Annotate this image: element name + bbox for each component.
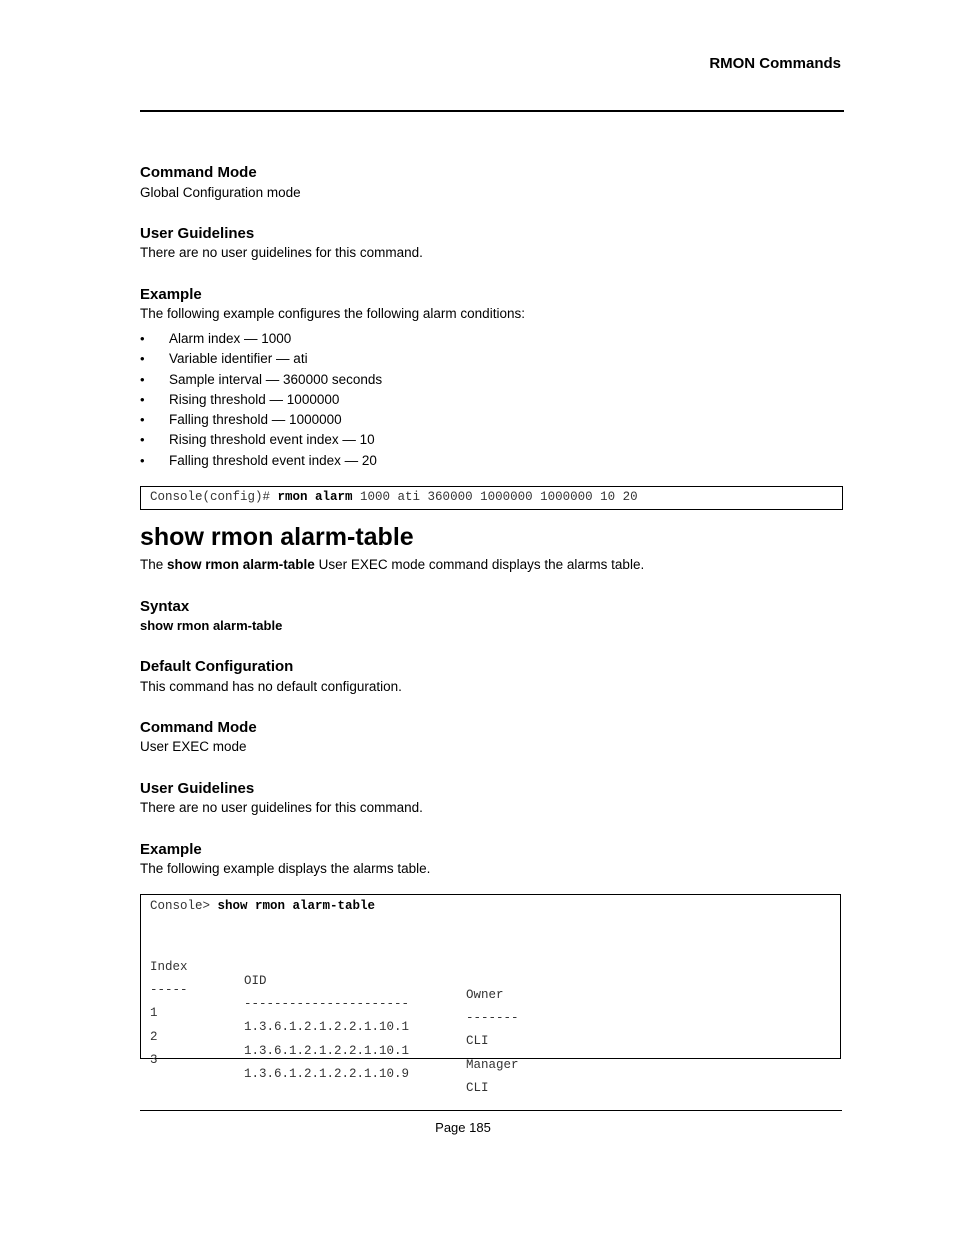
cell-owner: CLI [466,1081,489,1095]
intro-command: show rmon alarm-table [167,557,315,572]
code-prompt: Console(config)# [150,490,278,504]
list-item [140,329,382,349]
code-args: 1000 ati 360000 1000000 1000000 10 20 [352,490,638,504]
list-item-text: Rising threshold — 1000000 [169,391,340,407]
example-heading: Example [140,841,202,858]
list-item [140,430,382,450]
cell-owner: CLI [466,1034,489,1048]
separator-owner: ------- [466,1011,519,1025]
user-guidelines-text: There are no user guidelines for this command. [140,800,423,815]
header-oid: OID [244,974,267,988]
running-header: RMON Commands [709,55,841,72]
code-prompt: Console> [150,899,218,913]
cell-owner: Manager [466,1058,519,1072]
list-item-text: Falling threshold — 1000000 [169,412,342,428]
cell-index: 1 [150,1006,158,1020]
example-text: The following example configures the following alarm conditions: [140,306,525,321]
syntax-text: show rmon alarm-table [140,618,283,633]
bullet-icon: • [140,351,145,367]
cell-oid: 1.3.6.1.2.1.2.2.1.10.9 [244,1067,410,1081]
separator-oid: ---------------------- [244,997,410,1011]
alarm-conditions-list [140,329,382,471]
example-text: The following example displays the alarms table. [140,861,431,876]
bullet-icon: • [140,331,145,346]
bullet-icon: • [140,391,145,407]
list-item-text: Variable identifier — ati [169,351,308,367]
command-mode-text: Global Configuration mode [140,185,301,200]
user-guidelines-heading: User Guidelines [140,225,255,242]
section-title: show rmon alarm-table [140,523,414,551]
list-item [140,390,382,410]
code-command: rmon alarm [277,490,353,504]
list-item [140,349,382,369]
command-mode-text: User EXEC mode [140,739,247,754]
intro-prefix: The [140,557,168,572]
header-rule [140,110,844,112]
cell-oid: 1.3.6.1.2.1.2.2.1.10.1 [244,1020,410,1034]
footer-rule [140,1110,842,1111]
example-heading: Example [140,286,202,303]
list-item [140,451,382,471]
syntax-heading: Syntax [140,598,190,615]
config-code-block [140,486,843,510]
list-item-text: Falling threshold event index — 20 [169,452,377,468]
alarm-table-code-block [140,894,841,1095]
list-item-text: Alarm index — 1000 [169,331,292,346]
bullet-icon: • [140,452,145,468]
header-index: Index [150,960,188,974]
command-mode-heading: Command Mode [140,719,257,736]
cell-oid: 1.3.6.1.2.1.2.2.1.10.1 [244,1044,410,1058]
page-number: Page 185 [435,1120,491,1135]
user-guidelines-heading: User Guidelines [140,780,255,797]
code-command: show rmon alarm-table [217,899,376,913]
list-item-text: Rising threshold event index — 10 [169,432,375,448]
list-item [140,410,382,430]
bullet-icon: • [140,412,145,428]
cell-index: 2 [150,1030,158,1044]
bullet-icon: • [140,371,145,387]
list-item [140,370,382,390]
section-intro [140,557,644,572]
header-owner: Owner [466,988,504,1002]
intro-suffix: User EXEC mode command displays the alarms table. [314,557,645,572]
list-item-text: Sample interval — 360000 seconds [169,371,383,387]
separator-index: ----- [150,983,188,997]
default-config-text: This command has no default configuration. [140,679,402,694]
cell-index: 3 [150,1053,158,1067]
command-mode-heading: Command Mode [140,164,257,181]
code-command-line [150,899,375,913]
user-guidelines-text: There are no user guidelines for this command. [140,245,423,260]
bullet-icon: • [140,432,145,448]
default-config-heading: Default Configuration [140,658,294,675]
